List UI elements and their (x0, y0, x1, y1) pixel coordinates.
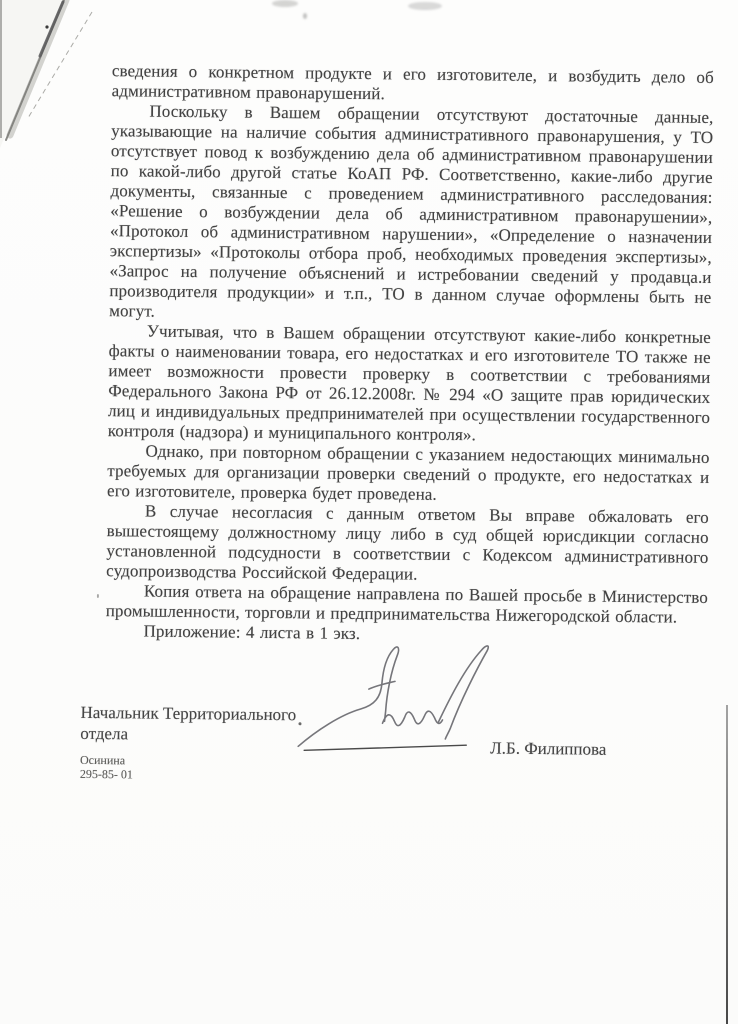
paragraph: Учитывая, что в Вашем обращении отсутствуют какие-либо конкретные факты о наименовании товара, его недостатках и его изготовителе ТО также не имеет возможности провести проверку в соответствии с требованиями Федерального Закона РФ от 26.12.2008г. № 294 «О защите прав юридических лиц и индивидуальных предпринимателей при осуществлении государственного контроля (надзора) и муниципального контроля». (107, 321, 711, 445)
executor-phone: 295-85- 01 (79, 766, 133, 782)
ink-speck (298, 722, 301, 725)
handwritten-signature (288, 636, 519, 764)
paragraph: сведения о конкретном продукте и его изготовителе, и возбудить дело об административном правонарушений. (111, 61, 714, 104)
paragraph-attachment: Приложение: 4 листа в 1 экз. (143, 621, 361, 643)
signer-position-title: Начальник Территориального отдела (80, 702, 297, 744)
signer-name: Л.Б. Филиппова (490, 738, 607, 759)
paragraph: Однако, при повторном обращении с указанием недостающих минимально требуемых для организации проверки сведений о продукте, его недостатках и его изготовителе, проверка будет проведена. (107, 441, 710, 504)
paragraph: В случае несогласия с данным ответом Вы вправе обжаловать его вышестоящему должностному лицу либо в суд общей юрисдикции согласно установленной подсудности в соответствии с Кодексом административного судопроизводства Российской Федерации. (106, 501, 709, 584)
signature-line (304, 743, 466, 752)
letter-body (105, 61, 714, 648)
ink-speck (97, 594, 99, 598)
executor-name: Осинина (79, 752, 126, 768)
executor-footer (80, 753, 133, 782)
paragraph: Поскольку в Вашем обращении отсутствуют достаточные данные, указывающие на наличие события административного правонарушения, у ТО отсутствует повод к возбуждению дела об административном правонарушении по какой-либо другой статье КоАП РФ. Соответственно, какие-либо другие документы, связанные с проведением административного расследования: «Решение о возбуждении дела об административном правонарушении», «Протокол об административном нарушении», «Определение о назначении экспертизы» «Протоколы отбора проб, необходимых проведения экспертизы», «Запрос на получение объяснений и истребовании сведений у продавца.и производителя продукции» и т.п., ТО в данном случае оформлены быть не могут. (109, 101, 714, 321)
paragraph: Копия ответа на обращение направлена по Вашей просьбе в Министерство промышленности, торговли и предпринимательства Нижегородской области. (105, 581, 709, 627)
